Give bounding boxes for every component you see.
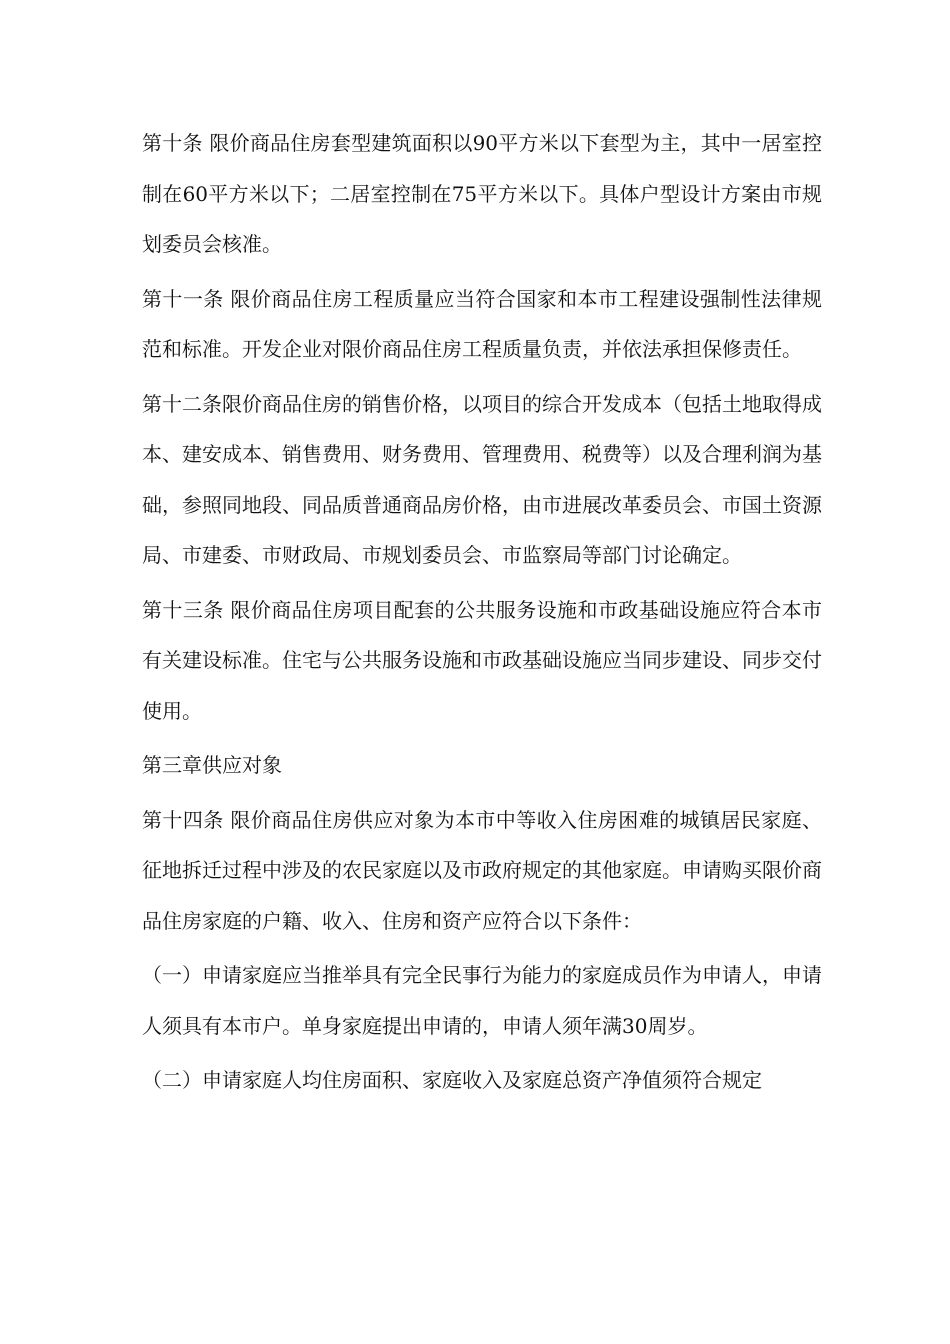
- article-13: 第十三条 限价商品住房项目配套的公共服务设施和市政基础设施应符合本市有关建设标准。住宅与公共服务设施和市政基础设施应当同步建设、同步交付使用。: [142, 597, 822, 723]
- article-14-item-2: （二）申请家庭人均住房面积、家庭收入及家庭总资产净值须符合规定: [142, 1068, 762, 1092]
- document-page: [142, 118, 822, 1110]
- article-14-item-1: （一）申请家庭应当推举具有完全民事行为能力的家庭成员作为申请人，申请人须具有本市户。单身家庭提出申请的，申请人须年满30周岁。: [142, 963, 822, 1038]
- article-12: 第十二条限价商品住房的销售价格，以项目的综合开发成本（包括土地取得成本、建安成本、销售费用、财务费用、管理费用、税费等）以及合理利润为基础，参照同地段、同品质普通商品房价格，由市进展改革委员会、市国土资源局、市建委、市财政局、市规划委员会、市监察局等部门讨论确定。: [142, 391, 822, 567]
- chapter-3-heading: 第三章供应对象: [142, 753, 282, 777]
- article-11: 第十一条 限价商品住房工程质量应当符合国家和本市工程建设强制性法律规范和标准。开发企业对限价商品住房工程质量负责，并依法承担保修责任。: [142, 286, 822, 361]
- article-10: 第十条 限价商品住房套型建筑面积以90平方米以下套型为主，其中一居室控制在60平方米以下；二居室控制在75平方米以下。具体户型设计方案由市规划委员会核准。: [142, 131, 822, 256]
- article-14: 第十四条 限价商品住房供应对象为本市中等收入住房困难的城镇居民家庭、征地拆迁过程中涉及的农民家庭以及市政府规定的其他家庭。申请购买限价商品住房家庭的户籍、收入、住房和资产应符合以下条件：: [142, 807, 822, 933]
